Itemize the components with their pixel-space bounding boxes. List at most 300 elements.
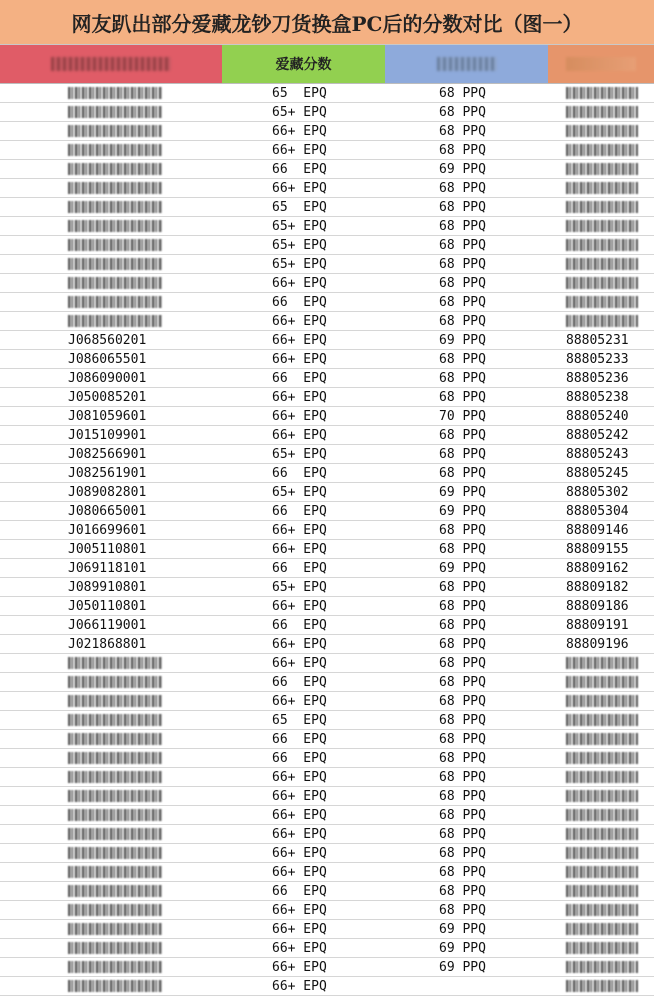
pcgs-score-cell: 68 PPQ [439, 427, 486, 443]
serial-cell [0, 768, 222, 786]
redacted-value [566, 163, 638, 175]
pcgs-score-cell: 68 PPQ [439, 883, 486, 899]
serial-cell [0, 958, 222, 976]
serial-cell: J086090001 [68, 370, 147, 386]
cert-cell [548, 274, 654, 292]
pcgs-score-cell: 68 PPQ [439, 636, 486, 652]
table-row [0, 350, 654, 369]
cert-cell [548, 103, 654, 121]
cert-cell: 88805236 [566, 370, 629, 386]
aicang-score-cell: 66 EPQ [272, 294, 327, 310]
table-row [0, 711, 654, 730]
redacted-value [68, 315, 162, 327]
cert-cell: 88809186 [566, 598, 629, 614]
aicang-score-cell: 66+ EPQ [272, 864, 327, 880]
cert-cell [548, 901, 654, 919]
pcgs-score-cell: 68 PPQ [439, 712, 486, 728]
cert-cell [548, 141, 654, 159]
cert-cell [548, 293, 654, 311]
aicang-score-cell: 66 EPQ [272, 674, 327, 690]
redacted-value [566, 942, 638, 954]
table-row [0, 540, 654, 559]
aicang-score-cell: 66+ EPQ [272, 427, 327, 443]
redacted-value [68, 866, 162, 878]
redacted-value [68, 714, 162, 726]
table-row [0, 483, 654, 502]
pcgs-score-cell: 68 PPQ [439, 769, 486, 785]
pcgs-score-cell: 68 PPQ [439, 902, 486, 918]
aicang-score-cell: 66+ EPQ [272, 142, 327, 158]
pcgs-score-cell: 68 PPQ [439, 826, 486, 842]
redacted-value [68, 847, 162, 859]
header-pcgs-score [385, 45, 548, 83]
cert-cell: 88805304 [566, 503, 629, 519]
table-row [0, 217, 654, 236]
pcgs-score-cell: 68 PPQ [439, 446, 486, 462]
cert-cell [548, 198, 654, 216]
redacted-value [68, 163, 162, 175]
cert-cell [548, 749, 654, 767]
aicang-score-cell: 66 EPQ [272, 617, 327, 633]
cert-cell [548, 977, 654, 995]
redacted-value [566, 885, 638, 897]
table-row [0, 141, 654, 160]
redacted-value [566, 277, 638, 289]
serial-cell: J089910801 [68, 579, 147, 595]
pcgs-score-cell: 68 PPQ [439, 598, 486, 614]
table-row [0, 103, 654, 122]
serial-cell [0, 977, 222, 995]
cert-cell [548, 730, 654, 748]
table-row [0, 597, 654, 616]
table-row [0, 426, 654, 445]
header-cert-redacted [566, 57, 636, 71]
serial-cell [0, 806, 222, 824]
pcgs-score-cell: 68 PPQ [439, 104, 486, 120]
aicang-score-cell: 66 EPQ [272, 560, 327, 576]
pcgs-score-cell: 70 PPQ [439, 408, 486, 424]
serial-cell [0, 141, 222, 159]
aicang-score-cell: 66+ EPQ [272, 636, 327, 652]
pcgs-score-cell: 68 PPQ [439, 541, 486, 557]
serial-cell [0, 920, 222, 938]
table-row [0, 255, 654, 274]
pcgs-score-cell: 68 PPQ [439, 845, 486, 861]
aicang-score-cell: 66+ EPQ [272, 940, 327, 956]
cert-cell: 88809191 [566, 617, 629, 633]
table-row [0, 445, 654, 464]
aicang-score-cell: 65+ EPQ [272, 446, 327, 462]
serial-cell [0, 939, 222, 957]
table-row [0, 274, 654, 293]
serial-cell [0, 103, 222, 121]
table-row [0, 806, 654, 825]
table-row [0, 844, 654, 863]
aicang-score-cell: 65 EPQ [272, 199, 327, 215]
aicang-score-cell: 65+ EPQ [272, 579, 327, 595]
table-row [0, 692, 654, 711]
table-row [0, 122, 654, 141]
table-row [0, 407, 654, 426]
cert-cell: 88805231 [566, 332, 629, 348]
aicang-score-cell: 66+ EPQ [272, 408, 327, 424]
redacted-value [68, 771, 162, 783]
redacted-value [566, 239, 638, 251]
serial-cell [0, 882, 222, 900]
redacted-value [68, 296, 162, 308]
cert-cell: 88809146 [566, 522, 629, 538]
redacted-value [566, 866, 638, 878]
redacted-value [566, 125, 638, 137]
header-row [0, 45, 654, 84]
table-row [0, 198, 654, 217]
cert-cell [548, 236, 654, 254]
serial-cell [0, 255, 222, 273]
pcgs-score-cell: 68 PPQ [439, 85, 486, 101]
pcgs-score-cell: 68 PPQ [439, 123, 486, 139]
table-row [0, 920, 654, 939]
pcgs-score-cell: 68 PPQ [439, 294, 486, 310]
table-row [0, 768, 654, 787]
redacted-value [566, 961, 638, 973]
table-row [0, 635, 654, 654]
aicang-score-cell: 66+ EPQ [272, 351, 327, 367]
cert-cell: 88805238 [566, 389, 629, 405]
redacted-value [68, 790, 162, 802]
table-row [0, 901, 654, 920]
redacted-value [68, 277, 162, 289]
cert-cell [548, 787, 654, 805]
redacted-value [68, 942, 162, 954]
table-row [0, 616, 654, 635]
redacted-value [566, 106, 638, 118]
redacted-value [68, 125, 162, 137]
cert-cell: 88805243 [566, 446, 629, 462]
pcgs-score-cell: 68 PPQ [439, 617, 486, 633]
aicang-score-cell: 66+ EPQ [272, 769, 327, 785]
redacted-value [68, 201, 162, 213]
redacted-value [566, 296, 638, 308]
serial-cell [0, 654, 222, 672]
redacted-value [566, 144, 638, 156]
table-row [0, 977, 654, 996]
aicang-score-cell: 66+ EPQ [272, 313, 327, 329]
cert-cell: 88809162 [566, 560, 629, 576]
table-row [0, 559, 654, 578]
aicang-score-cell: 66 EPQ [272, 750, 327, 766]
pcgs-score-cell: 68 PPQ [439, 370, 486, 386]
cert-cell [548, 825, 654, 843]
cert-cell: 88809182 [566, 579, 629, 595]
table-row [0, 939, 654, 958]
redacted-value [566, 657, 638, 669]
aicang-score-cell: 66+ EPQ [272, 826, 327, 842]
serial-cell: J015109901 [68, 427, 147, 443]
table-row [0, 388, 654, 407]
table-row [0, 160, 654, 179]
serial-cell [0, 293, 222, 311]
aicang-score-cell: 66+ EPQ [272, 655, 327, 671]
pcgs-score-cell: 69 PPQ [439, 959, 486, 975]
redacted-value [566, 828, 638, 840]
pcgs-score-cell: 69 PPQ [439, 484, 486, 500]
cert-cell [548, 920, 654, 938]
header-pcgs-redacted [437, 57, 497, 71]
redacted-value [68, 980, 162, 992]
pcgs-score-cell: 69 PPQ [439, 921, 486, 937]
header-cert [548, 45, 654, 83]
pcgs-score-cell: 69 PPQ [439, 332, 486, 348]
aicang-score-cell: 65+ EPQ [272, 237, 327, 253]
redacted-value [68, 904, 162, 916]
redacted-value [566, 752, 638, 764]
serial-cell [0, 236, 222, 254]
aicang-score-cell: 66+ EPQ [272, 522, 327, 538]
redacted-value [68, 106, 162, 118]
cert-cell: 88805302 [566, 484, 629, 500]
redacted-value [566, 847, 638, 859]
table-row [0, 464, 654, 483]
redacted-value [68, 695, 162, 707]
table-row [0, 787, 654, 806]
serial-cell: J082561901 [68, 465, 147, 481]
serial-cell: J016699601 [68, 522, 147, 538]
sheet-title: 网友趴出部分爱藏龙钞刀货换盒PC后的分数对比（图一） [0, 0, 654, 45]
aicang-score-cell: 66+ EPQ [272, 693, 327, 709]
serial-cell [0, 160, 222, 178]
redacted-value [68, 809, 162, 821]
pcgs-score-cell: 68 PPQ [439, 731, 486, 747]
cert-cell [548, 122, 654, 140]
aicang-score-cell: 66+ EPQ [272, 788, 327, 804]
redacted-value [566, 771, 638, 783]
redacted-value [566, 258, 638, 270]
redacted-value [68, 676, 162, 688]
aicang-score-cell: 66+ EPQ [272, 123, 327, 139]
serial-cell [0, 825, 222, 843]
redacted-value [566, 790, 638, 802]
pcgs-score-cell: 68 PPQ [439, 579, 486, 595]
cert-cell [548, 958, 654, 976]
redacted-value [566, 220, 638, 232]
aicang-score-cell: 66 EPQ [272, 883, 327, 899]
redacted-value [68, 828, 162, 840]
aicang-score-cell: 66 EPQ [272, 465, 327, 481]
serial-cell [0, 84, 222, 102]
serial-cell [0, 787, 222, 805]
pcgs-score-cell: 68 PPQ [439, 351, 486, 367]
serial-cell [0, 673, 222, 691]
aicang-score-cell: 66+ EPQ [272, 902, 327, 918]
table-row [0, 958, 654, 977]
cert-cell: 88805233 [566, 351, 629, 367]
redacted-value [68, 733, 162, 745]
cert-cell [548, 312, 654, 330]
aicang-score-cell: 66+ EPQ [272, 332, 327, 348]
aicang-score-cell: 66 EPQ [272, 503, 327, 519]
pcgs-score-cell: 68 PPQ [439, 218, 486, 234]
table-body [0, 84, 654, 996]
cert-cell [548, 654, 654, 672]
serial-cell [0, 863, 222, 881]
redacted-value [68, 182, 162, 194]
cert-cell [548, 160, 654, 178]
aicang-score-cell: 66+ EPQ [272, 959, 327, 975]
redacted-value [566, 904, 638, 916]
table-row [0, 236, 654, 255]
aicang-score-cell: 66+ EPQ [272, 275, 327, 291]
table-row [0, 179, 654, 198]
aicang-score-cell: 65+ EPQ [272, 256, 327, 272]
pcgs-score-cell: 68 PPQ [439, 655, 486, 671]
aicang-score-cell: 65 EPQ [272, 712, 327, 728]
redacted-value [68, 220, 162, 232]
serial-cell: J066119001 [68, 617, 147, 633]
aicang-score-cell: 66 EPQ [272, 731, 327, 747]
redacted-value [68, 923, 162, 935]
pcgs-score-cell: 68 PPQ [439, 275, 486, 291]
serial-cell [0, 749, 222, 767]
cert-cell [548, 179, 654, 197]
cert-cell: 88805240 [566, 408, 629, 424]
pcgs-score-cell: 69 PPQ [439, 940, 486, 956]
redacted-value [68, 239, 162, 251]
pcgs-score-cell: 68 PPQ [439, 674, 486, 690]
pcgs-score-cell: 68 PPQ [439, 864, 486, 880]
table-row [0, 730, 654, 749]
table-row [0, 312, 654, 331]
table-row [0, 749, 654, 768]
redacted-value [566, 809, 638, 821]
table-row [0, 673, 654, 692]
redacted-value [566, 695, 638, 707]
aicang-score-cell: 66+ EPQ [272, 978, 327, 994]
cert-cell: 88809155 [566, 541, 629, 557]
redacted-value [566, 87, 638, 99]
serial-cell [0, 312, 222, 330]
aicang-score-cell: 65+ EPQ [272, 104, 327, 120]
cert-cell [548, 768, 654, 786]
pcgs-score-cell: 68 PPQ [439, 142, 486, 158]
pcgs-score-cell: 68 PPQ [439, 807, 486, 823]
pcgs-score-cell: 69 PPQ [439, 161, 486, 177]
pcgs-score-cell: 69 PPQ [439, 560, 486, 576]
pcgs-score-cell: 68 PPQ [439, 199, 486, 215]
serial-cell: J050110801 [68, 598, 147, 614]
cert-cell [548, 806, 654, 824]
cert-cell: 88805245 [566, 465, 629, 481]
serial-cell [0, 274, 222, 292]
cert-cell [548, 673, 654, 691]
table-row [0, 84, 654, 103]
redacted-value [68, 961, 162, 973]
redacted-value [68, 258, 162, 270]
serial-cell: J068560201 [68, 332, 147, 348]
cert-cell: 88809196 [566, 636, 629, 652]
pcgs-score-cell: 68 PPQ [439, 180, 486, 196]
table-row [0, 502, 654, 521]
serial-cell [0, 122, 222, 140]
aicang-score-cell: 66+ EPQ [272, 389, 327, 405]
serial-cell [0, 844, 222, 862]
serial-cell: J080665001 [68, 503, 147, 519]
aicang-score-cell: 66+ EPQ [272, 921, 327, 937]
serial-cell: J081059601 [68, 408, 147, 424]
serial-cell: J021868801 [68, 636, 147, 652]
serial-cell [0, 730, 222, 748]
redacted-value [566, 980, 638, 992]
header-aicang-score: 爱藏分数 [222, 45, 385, 83]
pcgs-score-cell [385, 977, 548, 995]
redacted-value [68, 752, 162, 764]
pcgs-score-cell: 68 PPQ [439, 693, 486, 709]
aicang-score-cell: 65+ EPQ [272, 484, 327, 500]
aicang-score-cell: 66+ EPQ [272, 807, 327, 823]
redacted-value [68, 144, 162, 156]
aicang-score-cell: 66 EPQ [272, 161, 327, 177]
aicang-score-cell: 65 EPQ [272, 85, 327, 101]
redacted-value [566, 733, 638, 745]
pcgs-score-cell: 68 PPQ [439, 522, 486, 538]
redacted-value [68, 885, 162, 897]
header-serial [0, 45, 222, 83]
cert-cell: 88805242 [566, 427, 629, 443]
redacted-value [68, 87, 162, 99]
serial-cell [0, 692, 222, 710]
redacted-value [566, 714, 638, 726]
cert-cell [548, 711, 654, 729]
pcgs-score-cell: 68 PPQ [439, 256, 486, 272]
serial-cell [0, 711, 222, 729]
serial-cell: J086065501 [68, 351, 147, 367]
table-row [0, 369, 654, 388]
redacted-value [566, 315, 638, 327]
redacted-value [566, 201, 638, 213]
aicang-score-cell: 66+ EPQ [272, 598, 327, 614]
aicang-score-cell: 65+ EPQ [272, 218, 327, 234]
aicang-score-cell: 66+ EPQ [272, 845, 327, 861]
serial-cell: J082566901 [68, 446, 147, 462]
cert-cell [548, 692, 654, 710]
serial-cell: J050085201 [68, 389, 147, 405]
table-row [0, 331, 654, 350]
table-row [0, 293, 654, 312]
cert-cell [548, 844, 654, 862]
pcgs-score-cell: 68 PPQ [439, 465, 486, 481]
serial-cell: J069118101 [68, 560, 147, 576]
redacted-value [566, 923, 638, 935]
pcgs-score-cell: 68 PPQ [439, 750, 486, 766]
table-row [0, 882, 654, 901]
cert-cell [548, 255, 654, 273]
cert-cell [548, 882, 654, 900]
header-serial-redacted [51, 57, 171, 71]
redacted-value [566, 182, 638, 194]
aicang-score-cell: 66 EPQ [272, 370, 327, 386]
pcgs-score-cell: 69 PPQ [439, 503, 486, 519]
redacted-value [566, 676, 638, 688]
serial-cell [0, 217, 222, 235]
table-row [0, 863, 654, 882]
pcgs-score-cell: 68 PPQ [439, 788, 486, 804]
table-row [0, 654, 654, 673]
table-row [0, 825, 654, 844]
cert-cell [548, 84, 654, 102]
pcgs-score-cell: 68 PPQ [439, 237, 486, 253]
serial-cell: J005110801 [68, 541, 147, 557]
cert-cell [548, 939, 654, 957]
serial-cell [0, 901, 222, 919]
